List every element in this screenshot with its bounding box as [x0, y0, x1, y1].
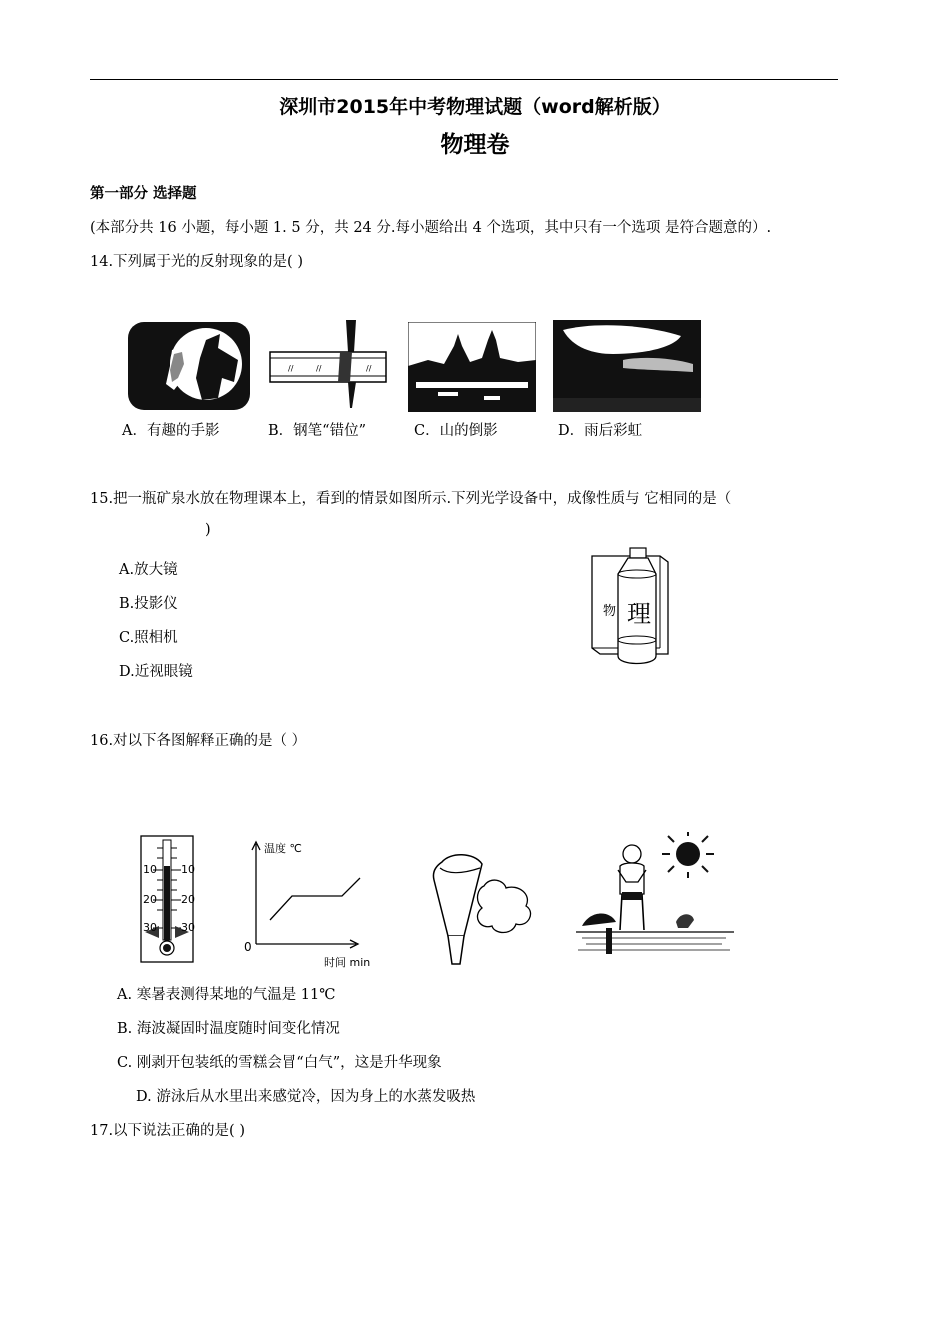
- q16-option-d: D. 游泳后从水里出来感觉冷，因为身上的水蒸发吸热: [136, 1089, 476, 1105]
- q14-caption-b: B．钢笔“错位”: [268, 423, 366, 439]
- q15-option-d: D.近视眼镜: [119, 664, 193, 680]
- q16-option-a: A. 寒暑表测得某地的气温是 11℃: [117, 987, 336, 1003]
- q16-option-c: C. 刚剥开包装纸的雪糕会冒“白气”，这是升华现象: [117, 1055, 442, 1071]
- q16-thermo-tick-left-20: 20: [143, 893, 157, 906]
- q16-graph-xlabel: 时间 min: [324, 956, 371, 969]
- q14-figure-pen-glass: [266, 318, 390, 412]
- q14-caption-c: C．山的倒影: [414, 423, 498, 439]
- q14-figure-hand-shadow: [126, 320, 252, 412]
- q16-graph-curve: [270, 878, 360, 920]
- q16-thermo-tick-left-10: 10: [143, 863, 157, 876]
- question-15-stem: 15.把一瓶矿泉水放在物理课本上，看到的情景如图所示.下列光学设备中，成像性质与 它相同的是（: [90, 491, 732, 507]
- q14-figure-rainbow: [553, 320, 701, 412]
- page-title: 深圳市2015年中考物理试题（word解析版）: [279, 96, 671, 118]
- q14-figure-mountain-reflection: [408, 322, 536, 412]
- q14-caption-d: D．雨后彩虹: [558, 423, 643, 439]
- section-heading: 第一部分 选择题: [90, 186, 197, 202]
- q16-figure-swimmer: [576, 832, 734, 962]
- q16-figure-popsicle: [428, 850, 540, 968]
- q15-option-a: A.放大镜: [119, 562, 178, 578]
- top-rule: [90, 79, 838, 80]
- question-16-stem: 16.对以下各图解释正确的是（ ）: [90, 733, 307, 749]
- q16-thermo-tick-right-10: 10: [181, 863, 195, 876]
- page-subtitle: 物理卷: [440, 132, 510, 158]
- q14-caption-a: A．有趣的手影: [122, 423, 220, 439]
- q16-thermo-tick-right-30: 30: [181, 921, 195, 934]
- q16-sun: [662, 832, 714, 878]
- q15-book-label-right: 理: [627, 600, 651, 628]
- svg-text://: //: [288, 364, 294, 373]
- q15-option-c: C.照相机: [119, 630, 178, 646]
- section-instructions: (本部分共 16 小题，每小题 1. 5 分，共 24 分.每小题给出 4 个选项，其中只有一个选项 是符合题意的）.: [90, 220, 772, 236]
- question-17-stem: 17.以下说法正确的是( ): [90, 1123, 245, 1139]
- q15-book-label-left: 物: [603, 604, 617, 619]
- q16-graph-ylabel: 温度 ℃: [264, 842, 302, 855]
- svg-text://: //: [316, 364, 322, 373]
- q16-option-b: B. 海波凝固时温度随时间变化情况: [117, 1021, 340, 1037]
- q15-option-b: B.投影仪: [119, 596, 178, 612]
- q16-graph-origin: 0: [244, 940, 252, 954]
- q16-thermo-tick-right-20: 20: [181, 893, 195, 906]
- question-15-stem-cont: ): [205, 522, 211, 538]
- q16-thermo-tick-left-30: 30: [143, 921, 157, 934]
- question-14-stem: 14.下列属于光的反射现象的是( ): [90, 254, 303, 270]
- svg-text://: //: [366, 364, 372, 373]
